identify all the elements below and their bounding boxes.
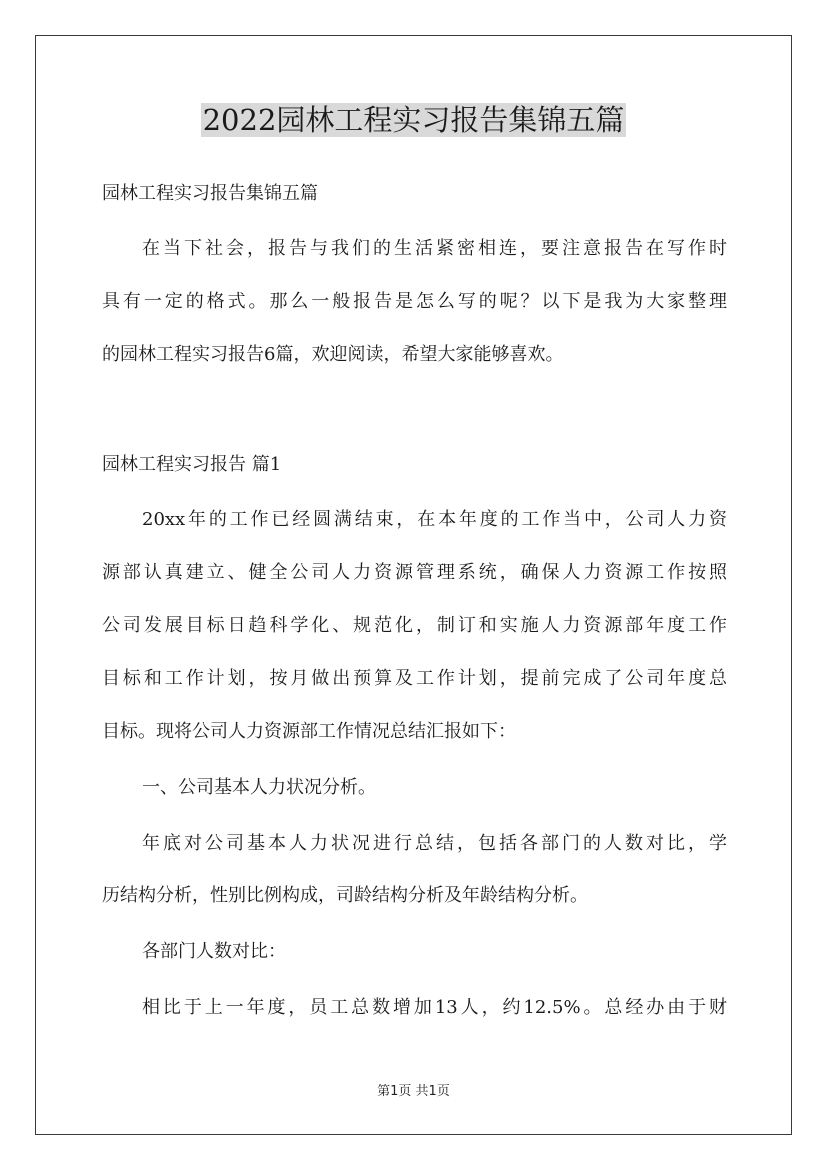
intro-line-2: 具有一定的格式。那么一般报告是怎么写的呢？以下是我为大家整理 xyxy=(102,291,727,312)
body-line-3: 公司发展目标日趋科学化、规范化，制订和实施人力资源部年度工作 xyxy=(102,615,727,636)
body-line-7: 年底对公司基本人力状况进行总结，包括各部门的人数对比，学 xyxy=(142,833,727,854)
page-footer: 第1页 共1页 xyxy=(377,1084,450,1099)
body-line-5: 目标。现将公司人力资源部工作情况总结汇报如下： xyxy=(102,721,516,742)
body-line-10: 相比于上一年度，员工总数增加13人，约12.5%。总经办由于财 xyxy=(142,997,727,1018)
intro-line-1: 在当下社会，报告与我们的生活紧密相连，要注意报告在写作时 xyxy=(142,238,727,259)
body-line-6: 一、公司基本人力状况分析。 xyxy=(142,777,376,798)
intro-line-3: 的园林工程实习报告6篇，欢迎阅读，希望大家能够喜欢。 xyxy=(102,344,564,365)
document-subtitle: 园林工程实习报告集锦五篇 xyxy=(102,183,318,204)
document-title-text: 2022园林工程实习报告集锦五篇 xyxy=(202,103,625,137)
body-line-9: 各部门人数对比： xyxy=(142,941,286,962)
document-title xyxy=(0,98,827,142)
body-line-4: 目标和工作计划，按月做出预算及工作计划，提前完成了公司年度总 xyxy=(102,668,727,689)
body-line-1: 20xx年的工作已经圆满结束，在本年度的工作当中，公司人力资 xyxy=(142,509,727,530)
body-line-8: 历结构分析，性别比例构成，司龄结构分析及年龄结构分析。 xyxy=(102,885,588,906)
body-line-2: 源部认真建立、健全公司人力资源管理系统，确保人力资源工作按照 xyxy=(102,562,727,583)
section-heading: 园林工程实习报告 篇1 xyxy=(102,454,282,475)
